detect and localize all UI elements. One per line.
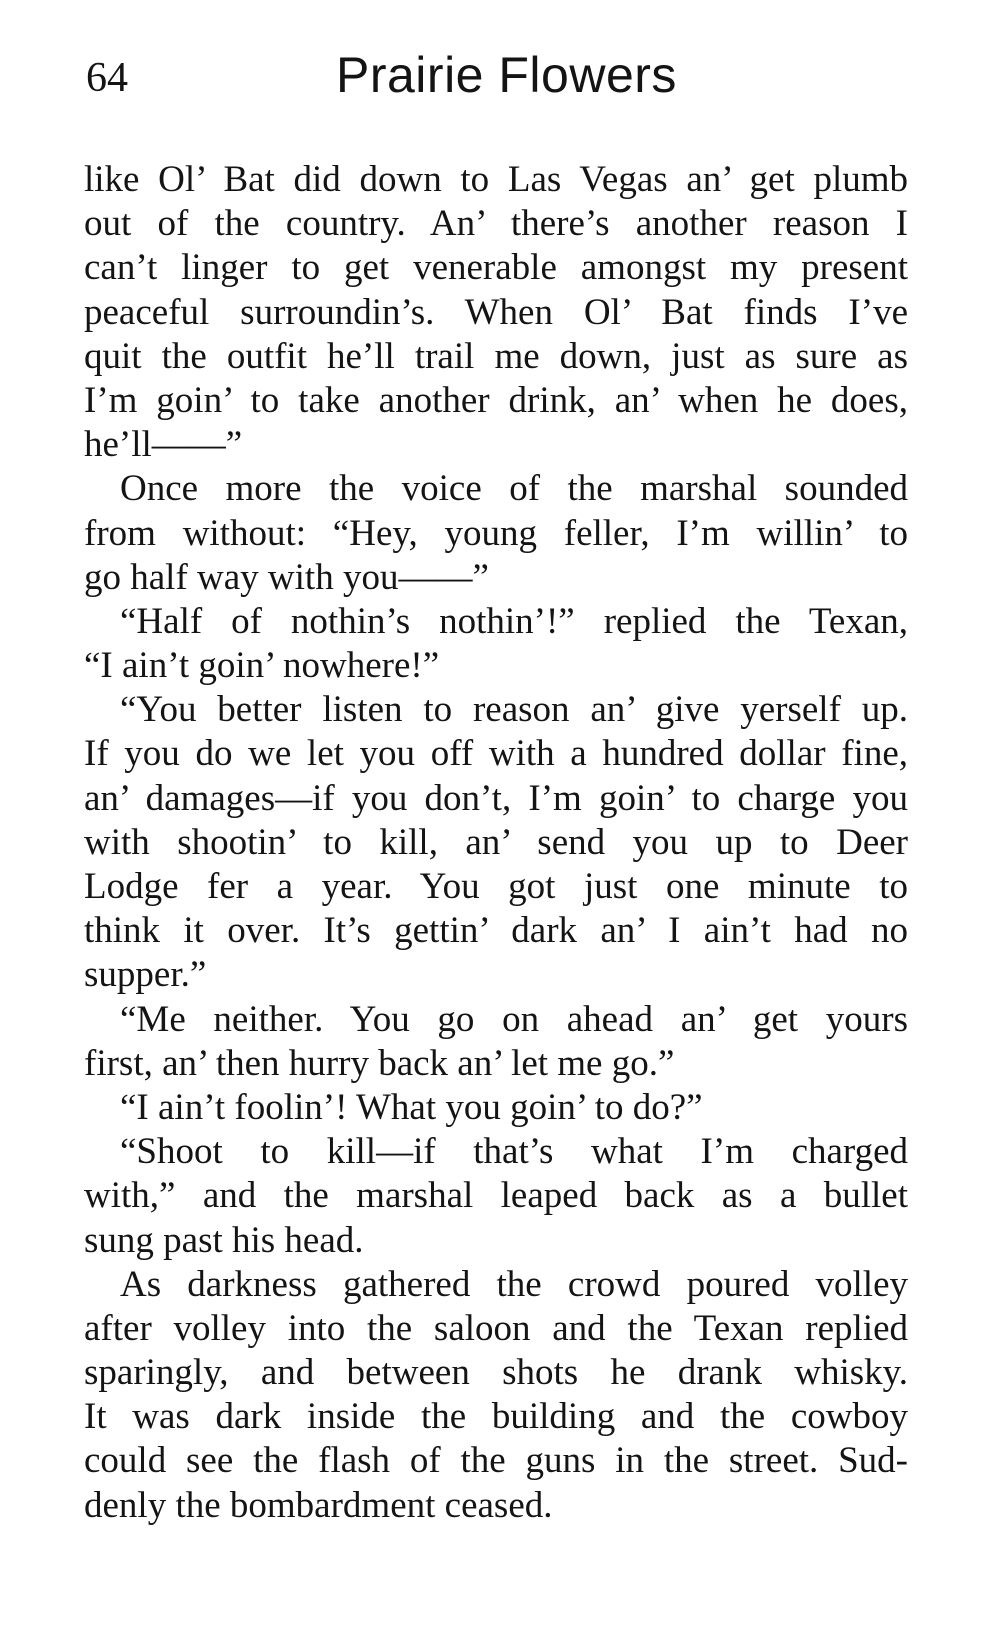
text-line-10: go half way with you——” [84, 556, 489, 598]
page-header [86, 42, 916, 112]
body-text [84, 158, 908, 1528]
text-line-25: sung past his head. [84, 1219, 364, 1261]
running-title: Prairie Flowers [336, 47, 677, 103]
text-line-17: Lodge fer a year. You got just one minute to [84, 866, 908, 907]
text-line-6: I’m goin’ to take another drink, an’ when he does, [84, 379, 908, 421]
text-line-1: like Ol’ Bat did down to Las Vegas an’ get plumb [84, 159, 908, 200]
text-line-3: can’t linger to get venerable amongst my present [84, 247, 908, 289]
text-line-16: with shootin’ to kill, an’ send you up to Deer [84, 821, 908, 863]
text-line-15: an’ damages—if you don’t, I’m goin’ to charge you [84, 777, 908, 819]
text-line-19: supper.” [84, 954, 207, 996]
text-line-14: If you do we let you off with a hundred dollar fine, [84, 733, 908, 775]
text-line-30: could see the flash of the guns in the street. Sud- [84, 1440, 908, 1482]
page-number: 64 [86, 55, 128, 101]
text-line-11: “Half of nothin’s nothin’!” replied the Texan, [120, 600, 908, 642]
text-line-13: “You better listen to reason an’ give yerself up. [120, 689, 908, 731]
text-line-18: think it over. It’s gettin’ dark an’ I ain’t had no [84, 910, 908, 952]
text-line-7: he’ll——” [84, 424, 243, 466]
text-line-29: It was dark inside the building and the cowboy [84, 1396, 908, 1438]
text-line-9: from without: “Hey, young feller, I’m willin’ to [84, 512, 908, 554]
text-line-12: “I ain’t goin’ nowhere!” [84, 645, 440, 687]
text-line-31: denly the bombardment ceased. [84, 1484, 553, 1526]
text-line-2: out of the country. An’ there’s another reason I [84, 203, 908, 245]
text-line-23: “Shoot to kill—if that’s what I’m charged [120, 1131, 908, 1173]
text-line-26: As darkness gathered the crowd poured volley [120, 1263, 908, 1305]
text-line-28: sparingly, and between shots he drank whisky. [84, 1352, 908, 1394]
text-line-20: “Me neither. You go on ahead an’ get yours [120, 998, 908, 1040]
text-line-22: “I ain’t foolin’! What you goin’ to do?” [120, 1086, 703, 1128]
text-line-4: peaceful surroundin’s. When Ol’ Bat finds I’ve [84, 291, 908, 333]
text-line-8: Once more the voice of the marshal sounded [120, 468, 908, 510]
text-line-5: quit the outfit he’ll trail me down, just as sure as [84, 335, 908, 377]
text-line-27: after volley into the saloon and the Texan replied [84, 1307, 908, 1349]
text-line-24: with,” and the marshal leaped back as a bullet [84, 1175, 908, 1217]
text-line-21: first, an’ then hurry back an’ let me go.” [84, 1042, 675, 1084]
